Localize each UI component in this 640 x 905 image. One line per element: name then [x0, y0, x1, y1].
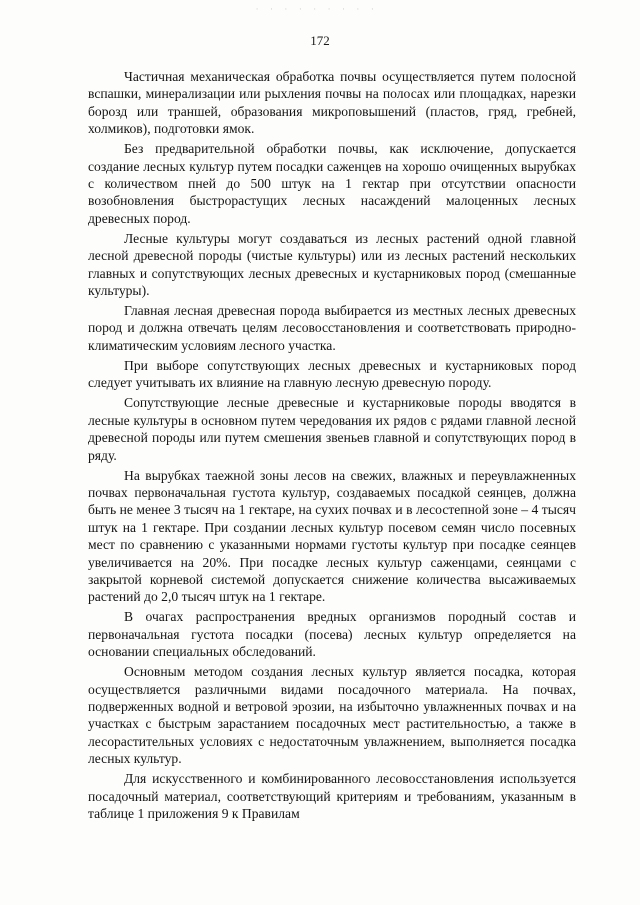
- body-text: [88, 68, 576, 825]
- paragraph: На вырубках таежной зоны лесов на свежих, влажных и переувлажненных почвах первоначальная густота культур, создаваемых посадкой сеянцев, должна быть не менее 3 тысяч на 1 гектаре, на сухих почвах и в лесостепной зоне – 4 тысяч штук на 1 гектаре. При создании лесных культур посевом семян число посевных мест по сравнению с указанными нормами густоты культур при посадке сеянцев увеличивается на 20%. При посадке лесных культур саженцами, сеянцами с закрытой корневой системой допускается снижение количества высаживаемых растений до 2,0 тысяч штук на 1 гектаре.: [88, 467, 576, 605]
- paragraph: Частичная механическая обработка почвы осуществляется путем полосной вспашки, минерализации или рыхления почвы на полосах или площадках, нарезки борозд или траншей, образования микроповышений (пластов, гряд, гребней, холмиков), подготовки ямок.: [88, 69, 576, 137]
- paragraph: Сопутствующие лесные древесные и кустарниковые породы вводятся в лесные культуры в основном путем чередования их рядов с рядами главной лесной древесной породы или путем смешения звеньев главной и сопутствующих пород в ряду.: [88, 395, 576, 463]
- paragraph: Для искусственного и комбинированного лесовосстановления используется посадочный материал, соответствующий критериям и требованиям, указанным в таблице 1 приложения 9 к Правилам: [88, 771, 576, 821]
- page-number: 172: [310, 33, 330, 48]
- paragraph: При выборе сопутствующих лесных древесных и кустарниковых пород следует учитывать их влияние на главную лесную древесную породу.: [88, 357, 576, 391]
- paragraph: Основным методом создания лесных культур является посадка, которая осуществляется различными видами посадочного материала. На почвах, подверженных водной и ветровой эрозии, на избыточно увлажненных почвах и на участках с быстрым зарастанием посадочных мест растительностью, а также в лесорастительных условиях с недостаточным увлажнением, выполняется посадка лесных культур.: [88, 664, 576, 767]
- paragraph: Без предварительной обработки почвы, как исключение, допускается создание лесных культур путем посадки саженцев на хорошо очищенных вырубках с количеством пней до 500 штук на 1 гектар при отсутствии опасности возобновления быстрорастущих лесных насаждений малоценных лесных древесных пород.: [88, 141, 576, 226]
- scan-artifact: · · · · · · · · ·: [255, 6, 378, 14]
- paragraph: В очагах распространения вредных организмов породный состав и первоначальная густота посадки (посева) лесных культур определяется на основании специальных обследований.: [88, 609, 576, 660]
- paragraph: Главная лесная древесная порода выбирается из местных лесных древесных пород и должна отвечать целям лесовосстановления и соответствовать природно-климатическим условиям лесного участка.: [88, 303, 576, 353]
- paragraph: Лесные культуры могут создаваться из лесных растений одной главной лесной древесной породы (чистые культуры) или из лесных растений нескольких главных и сопутствующих лесных древесных и кустарниковых пород (смешанные культуры).: [88, 230, 576, 299]
